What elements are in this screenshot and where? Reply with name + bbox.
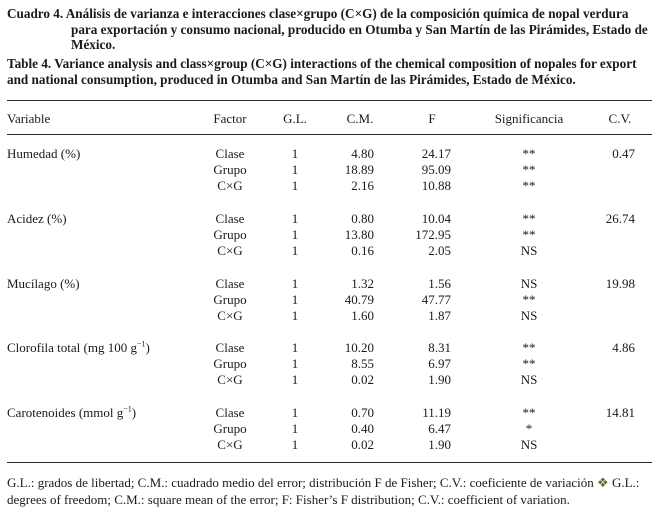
significance-cell: ** bbox=[522, 292, 536, 307]
factor-cell: Clase bbox=[215, 405, 245, 420]
gl-cell: 1 bbox=[291, 340, 299, 355]
cv-value: 26.74 bbox=[605, 211, 635, 226]
f-value-cell: 6.47 bbox=[428, 421, 451, 436]
gl-cell: 1 bbox=[291, 276, 299, 291]
header-significance: Significancia bbox=[494, 111, 564, 126]
factor-cell: Clase bbox=[215, 211, 245, 226]
table-bottom-rule bbox=[7, 462, 652, 463]
separator-icon: ❖ bbox=[597, 475, 609, 490]
f-value-cell: 1.90 bbox=[428, 437, 451, 452]
f-value-cell: 10.04 bbox=[421, 211, 451, 226]
f-value-cell: 24.17 bbox=[421, 146, 451, 161]
cv-value: 0.47 bbox=[612, 146, 635, 161]
cm-cell: 10.20 bbox=[344, 340, 374, 355]
f-value-cell: 2.05 bbox=[428, 243, 451, 258]
factor-cell: Clase bbox=[215, 146, 245, 161]
header-cm: C.M. bbox=[346, 111, 374, 126]
gl-cell: 1 bbox=[291, 372, 299, 387]
gl-cell: 1 bbox=[291, 356, 299, 371]
cm-cell: 0.80 bbox=[351, 211, 374, 226]
cm-cell: 18.89 bbox=[344, 162, 374, 177]
significance-cell: ** bbox=[522, 178, 536, 193]
caption-english bbox=[7, 56, 652, 87]
factor-cell: C×G bbox=[217, 437, 243, 452]
gl-cell: 1 bbox=[291, 227, 299, 242]
gl-cell: 1 bbox=[291, 162, 299, 177]
footnote-line-1: G.L.: grados de libertad; C.M.: cuadrado medio del error; distribución F de Fisher; C.V.: coeficiente de variación ❖ G.L.: bbox=[7, 475, 640, 490]
cm-cell: 13.80 bbox=[344, 227, 374, 242]
cm-cell: 0.02 bbox=[351, 437, 374, 452]
cm-cell: 40.79 bbox=[344, 292, 374, 307]
caption-en-label: Table 4. bbox=[7, 56, 52, 71]
cm-cell: 8.55 bbox=[351, 356, 374, 371]
header-factor: Factor bbox=[213, 111, 247, 126]
factor-cell: Clase bbox=[215, 340, 245, 355]
factor-cell: Grupo bbox=[213, 356, 247, 371]
f-value-cell: 10.88 bbox=[421, 178, 451, 193]
significance-cell: NS bbox=[520, 308, 538, 323]
caption-es-label: Cuadro 4. bbox=[7, 6, 64, 21]
cm-cell: 0.70 bbox=[351, 405, 374, 420]
header-variable: Variable bbox=[7, 111, 51, 126]
factor-cell: C×G bbox=[217, 243, 243, 258]
f-value-cell: 6.97 bbox=[428, 356, 451, 371]
cv-value: 19.98 bbox=[605, 276, 635, 291]
f-value-cell: 172.95 bbox=[415, 227, 451, 242]
variable-name: Mucílago (%) bbox=[7, 276, 80, 291]
gl-cell: 1 bbox=[291, 308, 299, 323]
gl-cell: 1 bbox=[291, 178, 299, 193]
significance-cell: ** bbox=[522, 211, 536, 226]
f-value-cell: 1.90 bbox=[428, 372, 451, 387]
gl-cell: 1 bbox=[291, 146, 299, 161]
cm-cell: 1.60 bbox=[351, 308, 374, 323]
caption-spanish bbox=[7, 6, 652, 53]
significance-cell: NS bbox=[520, 276, 538, 291]
significance-cell: ** bbox=[522, 405, 536, 420]
significance-cell: ** bbox=[522, 227, 536, 242]
f-value-cell: 95.09 bbox=[421, 162, 451, 177]
significance-cell: NS bbox=[520, 243, 538, 258]
f-value-cell: 1.87 bbox=[428, 308, 451, 323]
variable-name: Clorofila total (mg 100 $g^{-1}$) bbox=[7, 339, 150, 355]
gl-cell: 1 bbox=[291, 405, 299, 420]
factor-cell: Grupo bbox=[213, 292, 247, 307]
f-value-cell: 11.19 bbox=[422, 405, 451, 420]
gl-cell: 1 bbox=[291, 421, 299, 436]
cm-cell: 4.80 bbox=[351, 146, 374, 161]
cv-value: 14.81 bbox=[605, 405, 635, 420]
gl-cell: 1 bbox=[291, 292, 299, 307]
cm-cell: 0.02 bbox=[351, 372, 374, 387]
header-bottom-rule bbox=[7, 134, 652, 135]
caption-es-line-2: para exportación y consumo nacional, producido en Otumba y San Martín de las Pirámides, Estado de bbox=[71, 21, 648, 37]
cm-cell: 0.16 bbox=[351, 243, 374, 258]
factor-cell: Grupo bbox=[213, 421, 247, 436]
factor-cell: C×G bbox=[217, 372, 243, 387]
gl-cell: 1 bbox=[291, 211, 299, 226]
f-value-cell: 8.31 bbox=[428, 340, 451, 355]
caption-es-line-3: México. bbox=[71, 37, 116, 52]
significance-cell: ** bbox=[522, 356, 536, 371]
factor-cell: Grupo bbox=[213, 227, 247, 242]
table-top-rule bbox=[7, 100, 652, 101]
significance-cell: ** bbox=[522, 340, 536, 355]
gl-cell: 1 bbox=[291, 243, 299, 258]
f-value-cell: 1.56 bbox=[428, 276, 451, 291]
significance-cell: NS bbox=[520, 372, 538, 387]
cm-cell: 0.40 bbox=[351, 421, 374, 436]
factor-cell: C×G bbox=[217, 178, 243, 193]
variable-name: Acidez (%) bbox=[7, 211, 67, 226]
significance-cell: NS bbox=[520, 437, 538, 452]
significance-cell: ** bbox=[522, 146, 536, 161]
caption-en-line-1: Table 4. Variance analysis and class×group (C×G) interactions of the chemical composition of nopales for export bbox=[7, 56, 637, 71]
footnote-line-2: degrees of freedom; C.M.: square mean of the error; F: Fisher’s F distribution; C.V.: coefficient of variation. bbox=[7, 492, 570, 507]
factor-cell: Clase bbox=[215, 276, 245, 291]
header-cv: C.V. bbox=[608, 111, 632, 126]
header-gl: G.L. bbox=[283, 111, 307, 126]
footnote bbox=[7, 474, 652, 508]
cv-value: 4.86 bbox=[612, 340, 635, 355]
factor-cell: C×G bbox=[217, 308, 243, 323]
variable-name: Carotenoides (mmol $g^{-1}$) bbox=[7, 404, 137, 420]
cm-cell: 2.16 bbox=[351, 178, 374, 193]
significance-cell: ** bbox=[522, 162, 536, 177]
f-value-cell: 47.77 bbox=[421, 292, 451, 307]
factor-cell: Grupo bbox=[213, 162, 247, 177]
gl-cell: 1 bbox=[291, 437, 299, 452]
cm-cell: 1.32 bbox=[351, 276, 374, 291]
header-f: F bbox=[428, 111, 436, 126]
variable-name: Humedad (%) bbox=[7, 146, 81, 161]
significance-cell: * bbox=[525, 421, 533, 436]
caption-es-line-1: Cuadro 4. Análisis de varianza e interacciones clase×grupo (C×G) de la composición química de nopal verdura bbox=[7, 6, 629, 21]
caption-en-line-2: and national consumption, produced in Otumba and San Martín de las Pirámides, Estado de México. bbox=[7, 71, 576, 87]
